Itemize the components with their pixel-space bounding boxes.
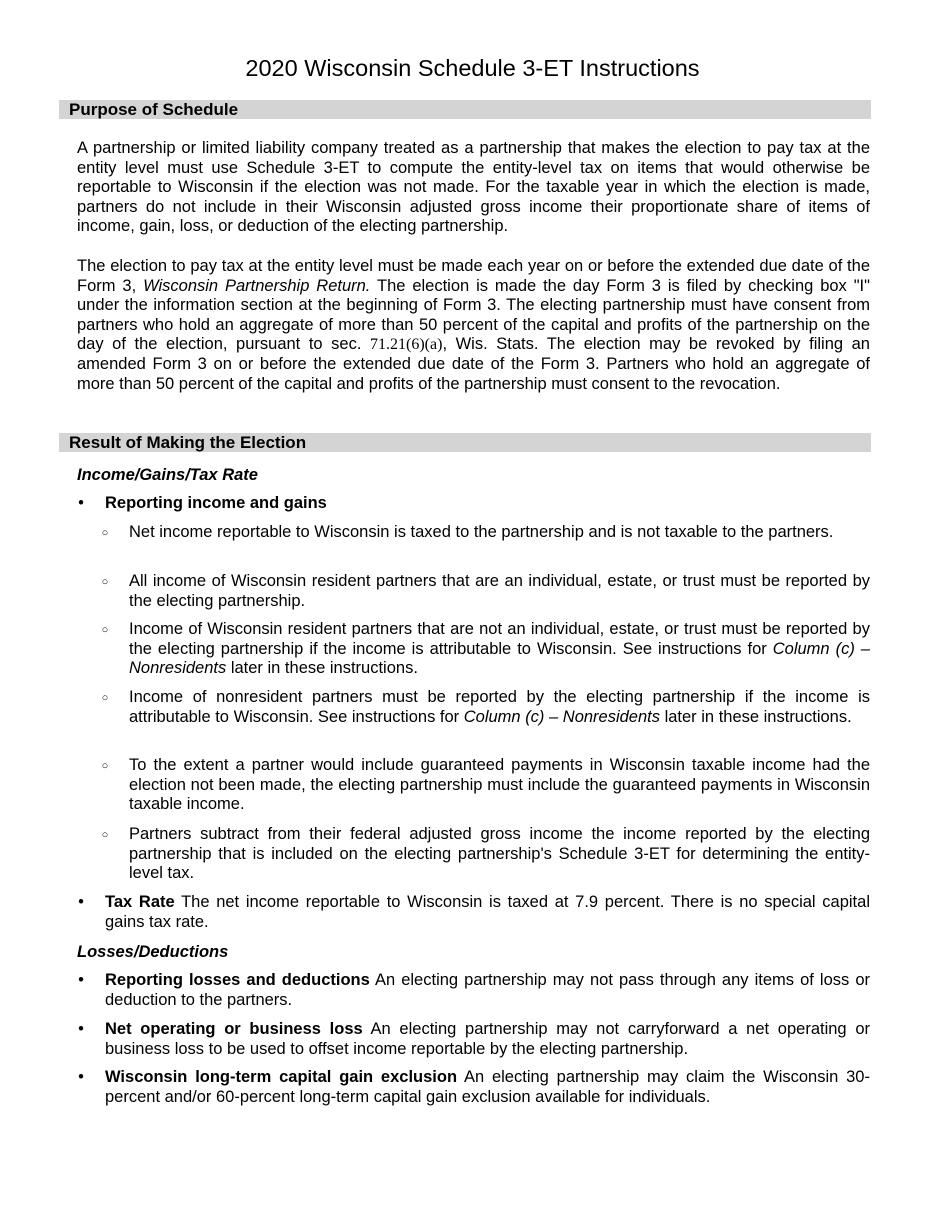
text-run: Net income reportable to Wisconsin is taxed to the partnership and is not taxable to the partners. [129, 523, 834, 541]
column-reference: Column (c) – Nonresidents [129, 639, 870, 678]
sub-bullet-mark: ○ [101, 829, 109, 841]
bullet-label: Tax Rate [105, 893, 175, 911]
text-run: later in these instructions. [226, 659, 418, 678]
section-heading-result: Result of Making the Election [59, 433, 871, 452]
text-run: An electing partnership may claim the Wisconsin 30-percent and/or 60-percent long-term capital gain exclusion available for individuals. [105, 1068, 870, 1106]
bullet-mark: • [78, 1068, 84, 1086]
sub-bullet-nonresident [101, 688, 870, 727]
subheading-losses: Losses/Deductions [77, 943, 229, 961]
bullet-reporting-income [78, 494, 870, 514]
text-run: later in these instructions. [660, 707, 852, 726]
bullet-reporting-losses [78, 971, 870, 1010]
bullet-label: Reporting income and gains [105, 494, 327, 512]
subheading-income: Income/Gains/Tax Rate [77, 466, 258, 484]
purpose-paragraph-2 [77, 257, 870, 394]
sub-bullet-guaranteed-payments [101, 756, 870, 815]
bullet-tax-rate [78, 893, 870, 932]
sub-bullet-mark: ○ [101, 760, 109, 772]
sub-bullet-resident-individuals [101, 572, 870, 611]
text-run: The election to pay tax at the entity level must be made each year on or before the extended due date of the Form 3, [77, 257, 870, 295]
bullet-mark: • [78, 494, 84, 512]
sub-bullet-net-income [101, 523, 870, 543]
sub-bullet-mark: ○ [101, 527, 109, 539]
text-run: The election is made the day Form 3 is filed by checking box "I" under the information section at the beginning of Form 3. The electing partnership must have consent from partners who hold an aggregate of more than 50 percent of the capital and profits of the partnership on the day of the election, pursuant to sec. [77, 276, 870, 354]
text-run: Partners subtract from their federal adjusted gross income the income reported by the electing partnership that is included on the electing partnership's Schedule 3-ET for determining the entity-level tax. [129, 825, 870, 883]
bullet-label: Net operating or business loss [105, 1020, 363, 1038]
form-name: Wisconsin Partnership Return. [143, 276, 371, 295]
purpose-paragraph-1: A partnership or limited liability company treated as a partnership that makes the election to pay tax at the entity level must use Schedule 3-ET to compute the entity-level tax on items that would otherwise be reportable to Wisconsin if the election was not made. For the taxable year in which the election is made, partners do not include in their Wisconsin adjusted gross income their proportionate share of items of income, gain, loss, or deduction of the electing partnership. [77, 139, 870, 236]
page-title: 2020 Wisconsin Schedule 3-ET Instructions [245, 55, 700, 81]
statute-reference: 71.21(6)(a) [370, 336, 443, 354]
bullet-label: Reporting losses and deductions [105, 971, 370, 989]
text-run: To the extent a partner would include guaranteed payments in Wisconsin taxable income had the election not been made, the electing partnership must include the guaranteed payments in Wisconsin taxable income. [129, 756, 870, 814]
sub-bullet-mark: ○ [101, 576, 109, 588]
section-heading-purpose: Purpose of Schedule [59, 100, 871, 119]
bullet-mark: • [78, 971, 84, 989]
text-run: An electing partnership may not pass through any items of loss or deduction to the partners. [105, 971, 870, 1009]
column-reference: Column (c) – Nonresidents [463, 707, 660, 726]
sub-bullet-resident-non-individuals [101, 620, 870, 679]
text-run: An electing partnership may not carryforward a net operating or business loss to be used to offset income reportable by the electing partnership. [105, 1020, 871, 1058]
text-run: Income of Wisconsin resident partners that are not an individual, estate, or trust must be reported by the electing partnership if the income is attributable to Wisconsin. See instructions for [129, 620, 870, 658]
sub-bullet-mark: ○ [101, 624, 109, 636]
bullet-net-operating-loss [78, 1020, 871, 1059]
text-run: The net income reportable to Wisconsin is taxed at 7.9 percent. There is no special capital gains tax rate. [105, 893, 870, 931]
bullet-label: Wisconsin long-term capital gain exclusion [105, 1068, 458, 1086]
text-run: All income of Wisconsin resident partners that are an individual, estate, or trust must be reported by the electing partnership. [129, 572, 870, 610]
sub-bullet-mark: ○ [101, 692, 109, 704]
bullet-mark: • [78, 1020, 84, 1038]
text-run: , Wis. Stats. The election may be revoked by filing an amended Form 3 on or before the extended due date of the Form 3. Partners who hold an aggregate of more than 50 percent of the capital and profits of the partnership must consent to the revocation. [77, 335, 870, 393]
sub-bullet-subtract-income [101, 825, 870, 884]
text-run: Income of nonresident partners must be reported by the electing partnership if the income is attributable to Wisconsin. See instructions for [129, 688, 870, 726]
bullet-mark: • [78, 893, 84, 911]
bullet-capital-gain-exclusion [78, 1068, 870, 1107]
